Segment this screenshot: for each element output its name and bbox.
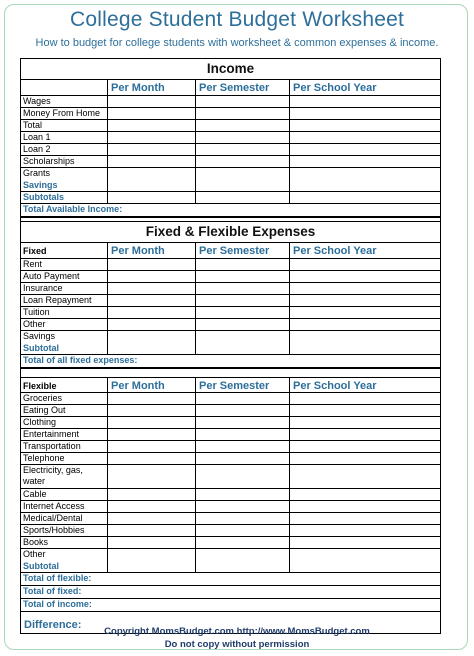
row-label: Loan Repayment	[21, 295, 108, 306]
cell-year[interactable]	[290, 393, 440, 404]
flexible-label: Flexible	[21, 378, 108, 392]
table-row	[21, 108, 440, 120]
row-label: Savings	[21, 331, 108, 343]
cell-month[interactable]	[108, 108, 196, 119]
cell-year[interactable]	[290, 441, 440, 452]
column-per-school-year: Per School Year	[293, 380, 377, 392]
cell-semester[interactable]	[196, 319, 290, 330]
table-row	[21, 307, 440, 319]
row-label: Cable	[21, 489, 108, 500]
row-label: Clothing	[21, 417, 108, 428]
cell-year[interactable]	[290, 132, 440, 143]
cell-month[interactable]	[108, 465, 196, 488]
cell-year[interactable]	[290, 331, 440, 343]
column-per-semester: Per Semester	[196, 80, 290, 95]
cell-year[interactable]	[290, 513, 440, 524]
total-fixed-expenses-label: Total of all fixed expenses:	[23, 355, 138, 365]
cell-semester[interactable]	[196, 525, 290, 536]
table-row	[21, 537, 440, 549]
cell-year[interactable]	[290, 537, 440, 548]
cell-semester[interactable]	[196, 180, 290, 191]
cell-month[interactable]	[108, 319, 196, 330]
cell-year[interactable]	[290, 453, 440, 464]
column-per-school-year: Per School Year	[293, 82, 377, 94]
cell-month[interactable]	[108, 549, 196, 561]
cell-semester[interactable]	[196, 192, 290, 203]
table-row	[21, 144, 440, 156]
row-label: Tuition	[21, 307, 108, 318]
cell-year[interactable]	[290, 405, 440, 416]
total-income-row[interactable]	[21, 204, 440, 217]
cell-month[interactable]	[108, 192, 196, 203]
cell-year[interactable]	[290, 96, 440, 107]
footer-copyright: Copyright MomsBudget.com http://www.MomsBudget.com	[104, 626, 370, 637]
cell-month[interactable]	[108, 120, 196, 131]
table-row	[21, 489, 440, 501]
table-row	[21, 283, 440, 295]
cell-semester[interactable]	[196, 283, 290, 294]
table-row	[21, 501, 440, 513]
table-row	[21, 465, 440, 489]
total-income-label: Total Available Income:	[23, 204, 123, 214]
cell-year[interactable]	[290, 156, 440, 167]
column-per-school-year: Per School Year	[293, 245, 377, 257]
cell-month[interactable]	[108, 537, 196, 548]
income-savings-row	[21, 180, 440, 192]
cell-month[interactable]	[108, 96, 196, 107]
cell-year[interactable]	[290, 525, 440, 536]
cell-year[interactable]	[290, 417, 440, 428]
table-row	[21, 429, 440, 441]
cell-semester[interactable]	[196, 429, 290, 440]
income-header-blank	[21, 80, 108, 95]
cell-semester[interactable]	[196, 453, 290, 464]
cell-month[interactable]	[108, 180, 196, 191]
table-row	[21, 271, 440, 283]
column-per-semester: Per Semester	[196, 243, 290, 258]
fixed-label: Fixed	[21, 243, 108, 258]
income-column-headers	[21, 80, 440, 96]
table-row	[21, 319, 440, 331]
row-label: Internet Access	[21, 501, 108, 512]
cell-semester[interactable]	[196, 132, 290, 143]
cell-semester[interactable]	[196, 271, 290, 282]
cell-semester[interactable]	[196, 108, 290, 119]
row-label: Electricity, gas, water	[21, 465, 108, 488]
cell-month[interactable]	[108, 144, 196, 155]
row-label: Insurance	[21, 283, 108, 294]
row-label: Entertainment	[21, 429, 108, 440]
column-per-month: Per Month	[108, 378, 196, 392]
cell-month[interactable]	[108, 525, 196, 536]
cell-year[interactable]	[290, 108, 440, 119]
cell-month[interactable]	[108, 343, 196, 354]
row-label: Rent	[21, 259, 108, 270]
cell-year[interactable]	[290, 343, 440, 354]
cell-year[interactable]	[290, 271, 440, 282]
cell-year[interactable]	[290, 307, 440, 318]
table-row	[21, 393, 440, 405]
table-row	[21, 295, 440, 307]
table-row	[21, 549, 440, 561]
budget-worksheet	[20, 58, 441, 634]
row-label: Eating Out	[21, 405, 108, 416]
table-row	[21, 156, 440, 168]
cell-year[interactable]	[290, 144, 440, 155]
cell-semester[interactable]	[196, 549, 290, 561]
total-income-summary-label: Total of income:	[23, 599, 92, 609]
fixed-column-headers	[21, 243, 440, 259]
cell-semester[interactable]	[196, 307, 290, 318]
cell-semester[interactable]	[196, 156, 290, 167]
row-label: Wages	[21, 96, 108, 107]
difference-label: Difference:	[24, 619, 82, 631]
row-label: Savings	[21, 180, 108, 191]
cell-month[interactable]	[108, 156, 196, 167]
cell-year[interactable]	[290, 168, 440, 180]
row-label: Loan 1	[21, 132, 108, 143]
cell-year[interactable]	[290, 319, 440, 330]
cell-semester[interactable]	[196, 393, 290, 404]
cell-month[interactable]	[108, 168, 196, 180]
cell-year[interactable]	[290, 561, 440, 572]
column-per-month: Per Month	[108, 243, 196, 258]
table-row	[21, 120, 440, 132]
table-row	[21, 96, 440, 108]
row-label: Subtotal	[21, 343, 108, 354]
cell-semester[interactable]	[196, 259, 290, 270]
flexible-column-headers	[21, 377, 440, 393]
cell-semester[interactable]	[196, 343, 290, 354]
row-label: Groceries	[21, 393, 108, 404]
total-flexible-label: Total of flexible:	[23, 573, 92, 583]
cell-month[interactable]	[108, 132, 196, 143]
table-row	[21, 525, 440, 537]
fixed-subtotal-row	[21, 343, 440, 355]
income-section-title: Income	[21, 59, 440, 80]
cell-semester[interactable]	[196, 561, 290, 572]
column-per-semester: Per Semester	[196, 378, 290, 392]
cell-month[interactable]	[108, 501, 196, 512]
table-row	[21, 168, 440, 180]
row-label: Transportation	[21, 441, 108, 452]
table-row	[21, 453, 440, 465]
cell-semester[interactable]	[196, 295, 290, 306]
cell-year[interactable]	[290, 295, 440, 306]
row-label: Medical/Dental	[21, 513, 108, 524]
row-label: Grants	[21, 168, 108, 180]
table-row	[21, 417, 440, 429]
flexible-subtotal-row	[21, 561, 440, 573]
cell-year[interactable]	[290, 501, 440, 512]
cell-semester[interactable]	[196, 120, 290, 131]
section-divider	[21, 368, 440, 377]
cell-month[interactable]	[108, 441, 196, 452]
total-fixed-expenses-row[interactable]	[21, 355, 440, 368]
cell-month[interactable]	[108, 489, 196, 500]
row-label: Subtotal	[21, 561, 108, 572]
row-label: Sports/Hobbies	[21, 525, 108, 536]
row-label: Scholarships	[21, 156, 108, 167]
cell-semester[interactable]	[196, 417, 290, 428]
cell-year[interactable]	[290, 120, 440, 131]
total-fixed-label: Total of fixed:	[23, 586, 82, 596]
row-label: Other	[21, 319, 108, 330]
cell-semester[interactable]	[196, 489, 290, 500]
cell-year[interactable]	[290, 259, 440, 270]
cell-month[interactable]	[108, 271, 196, 282]
cell-month[interactable]	[108, 393, 196, 404]
table-row	[21, 331, 440, 343]
expenses-section-title: Fixed & Flexible Expenses	[21, 221, 440, 243]
cell-month[interactable]	[108, 405, 196, 416]
page-subtitle: How to budget for college students with worksheet & common expenses & income.	[35, 37, 439, 49]
cell-month[interactable]	[108, 453, 196, 464]
income-subtotals-row	[21, 192, 440, 204]
cell-semester[interactable]	[196, 441, 290, 452]
cell-month[interactable]	[108, 331, 196, 343]
cell-month[interactable]	[108, 283, 196, 294]
column-per-month: Per Month	[108, 80, 196, 95]
total-income-summary-row[interactable]	[21, 599, 440, 612]
cell-month[interactable]	[108, 295, 196, 306]
page-title: College Student Budget Worksheet	[69, 8, 405, 31]
cell-year[interactable]	[290, 549, 440, 561]
row-label: Money From Home	[21, 108, 108, 119]
cell-year[interactable]	[290, 489, 440, 500]
cell-year[interactable]	[290, 429, 440, 440]
cell-semester[interactable]	[196, 331, 290, 343]
cell-semester[interactable]	[196, 405, 290, 416]
row-label: Other	[21, 549, 108, 561]
row-label: Telephone	[21, 453, 108, 464]
cell-month[interactable]	[108, 513, 196, 524]
cell-month[interactable]	[108, 259, 196, 270]
cell-year[interactable]	[290, 465, 440, 488]
row-label: Auto Payment	[21, 271, 108, 282]
cell-month[interactable]	[108, 429, 196, 440]
row-label: Loan 2	[21, 144, 108, 155]
cell-month[interactable]	[108, 307, 196, 318]
cell-month[interactable]	[108, 561, 196, 572]
table-row	[21, 513, 440, 525]
row-label: Books	[21, 537, 108, 548]
cell-semester[interactable]	[196, 501, 290, 512]
table-row	[21, 132, 440, 144]
total-flexible-row[interactable]	[21, 573, 440, 586]
cell-year[interactable]	[290, 283, 440, 294]
table-row	[21, 441, 440, 453]
cell-semester[interactable]	[196, 168, 290, 180]
cell-semester[interactable]	[196, 96, 290, 107]
cell-month[interactable]	[108, 417, 196, 428]
cell-semester[interactable]	[196, 465, 290, 488]
table-row	[21, 259, 440, 271]
cell-semester[interactable]	[196, 144, 290, 155]
cell-semester[interactable]	[196, 513, 290, 524]
total-fixed-row[interactable]	[21, 586, 440, 599]
cell-semester[interactable]	[196, 537, 290, 548]
table-row	[21, 405, 440, 417]
row-label: Subtotals	[21, 192, 108, 203]
cell-year[interactable]	[290, 192, 440, 203]
cell-year[interactable]	[290, 180, 440, 191]
row-label: Total	[21, 120, 108, 131]
footer-notice: Do not copy without permission	[164, 639, 310, 650]
